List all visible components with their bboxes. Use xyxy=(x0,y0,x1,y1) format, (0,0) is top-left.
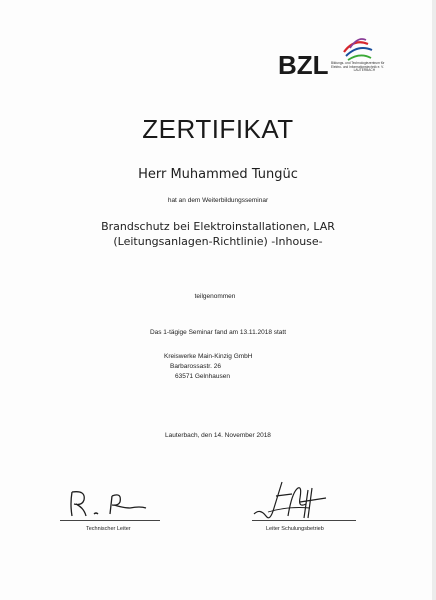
course-title-line-2: (Leitungsanlagen-Richtlinie) -Inhouse- xyxy=(113,235,323,248)
logo-town: LAUTERBACH xyxy=(353,68,375,73)
participated-text: teilgenommen xyxy=(194,293,236,300)
course-title-line-1: Brandschutz bei Elektroinstallationen, LAR xyxy=(101,220,335,233)
left-signature xyxy=(60,486,160,522)
venue-address xyxy=(164,352,253,382)
logo-subtitle-line-2: Elektro- und Informationstechnik e. V. xyxy=(331,64,384,69)
bzl-logo xyxy=(276,34,385,90)
page-edge-shadow xyxy=(432,0,436,600)
venue-street: Barbarossastr. 26 xyxy=(170,363,221,370)
right-signature-line xyxy=(252,520,356,521)
left-signature-label: Technischer Leiter xyxy=(86,526,131,532)
seminar-date-note: Das 1-tägige Seminar fand am 13.11.2018 statt xyxy=(149,329,287,336)
venue-city: 63571 Gelnhausen xyxy=(175,373,230,380)
bzl-logo-letters: BZL xyxy=(278,50,329,80)
place-and-date: Lauterbach, den 14. November 2018 xyxy=(165,432,271,439)
right-signature-label: Leiter Schulungsbetrieb xyxy=(266,526,324,532)
intro-text: hat an dem Weiterbildungsseminar xyxy=(167,197,269,204)
swoosh-green xyxy=(348,55,371,60)
course-title xyxy=(0,219,436,249)
left-signature-line xyxy=(60,520,160,521)
recipient-name: Herr Muhammed Tungüc xyxy=(138,167,298,182)
logo-subtitle-line-1: Bildungs- und Technologiezentrum für xyxy=(331,61,385,65)
certificate-title: ZERTIFIKAT xyxy=(142,114,294,144)
venue-company: Kreiswerke Main-Kinzig GmbH xyxy=(164,353,253,360)
logo-subtitle xyxy=(331,62,387,73)
right-signature xyxy=(248,478,358,524)
